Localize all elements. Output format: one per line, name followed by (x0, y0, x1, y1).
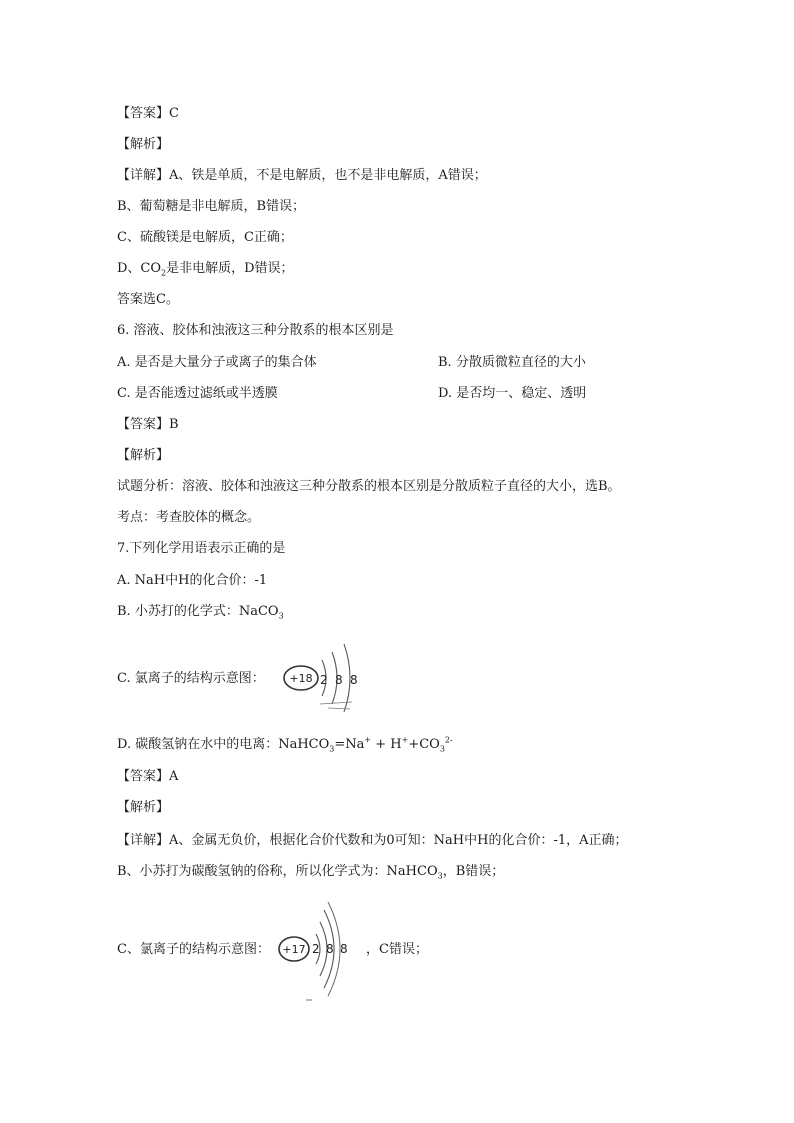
q6-stem: 6. 溶液、胶体和浊液这三种分散系的根本区别是 (117, 323, 394, 338)
q5-detail-c: C、硫酸镁是电解质，C正确； (117, 230, 293, 245)
q5-answer: 【答案】C (117, 106, 179, 121)
q7-answer: 【答案】A (117, 769, 179, 784)
q7-detail-a: 【详解】A、金属无负价，根据化合价代数和为0可知：NaH中H的化合价：-1，A正确； (117, 833, 628, 848)
q7-stem: 7.下列化学用语表示正确的是 (117, 541, 286, 556)
q6-answer: 【答案】B (117, 417, 179, 432)
q7-detail-c-result: ，C错误； (366, 942, 428, 957)
q7-option-c: C. 氯离子的结构示意图： (117, 671, 265, 686)
shell-electrons-2: 8 (335, 673, 343, 687)
nucleus-charge: +18 (289, 672, 313, 685)
shell-electrons-2: 8 (326, 942, 334, 956)
chloride-ion-diagram-explanation (276, 900, 366, 1006)
q6-option-d: D. 是否均一、稳定、透明 (438, 386, 587, 401)
q7-option-a: A. NaH中H的化合价：-1 (117, 573, 268, 588)
shell-electrons-3: 8 (340, 942, 348, 956)
q5-detail-d: D、$CO_2$是非电解质，D错误； (117, 261, 294, 278)
q7-option-d: D. 碳酸氢钠在水中的电离：NaHCO$_3$=Na+ + $H^++CO_3^{2-}$ (117, 735, 453, 754)
q6-analysis-heading: 【解析】 (117, 448, 170, 463)
q6-option-b: B. 分散质微粒直径的大小 (438, 355, 586, 370)
q5-detail-a: 【详解】A、铁是单质，不是电解质，也不是非电解质，A错误； (117, 168, 487, 183)
q7-detail-b: B、小苏打为碳酸氢钠的俗称，所以化学式为：NaHCO$_3$，B错误； (117, 864, 505, 881)
shell-electrons-1: 2 (312, 942, 320, 956)
shell-electrons-3: 8 (350, 673, 358, 687)
q7-option-b: B. 小苏打的化学式：NaCO$_3$ (117, 604, 284, 621)
q6-knowledge-point: 考点：考查胶体的概念。 (117, 510, 261, 525)
q6-analysis: 试题分析：溶液、胶体和浊液这三种分散系的根本区别是分散质粒子直径的大小，选B。 (117, 479, 621, 494)
nucleus-charge: +17 (282, 943, 306, 956)
q5-analysis-heading: 【解析】 (117, 137, 170, 152)
q5-detail-b: B、葡萄糖是非电解质，B错误； (117, 199, 306, 214)
chloride-ion-diagram-option-c (280, 636, 370, 718)
shell-electrons-1: 2 (320, 673, 328, 687)
q6-option-c: C. 是否能透过滤纸或半透膜 (117, 386, 278, 401)
q5-conclusion: 答案选C。 (117, 292, 179, 307)
q7-analysis-heading: 【解析】 (117, 800, 170, 815)
q7-detail-c-label: C、氯离子的结构示意图： (117, 942, 270, 957)
q6-option-a: A. 是否是大量分子或离子的集合体 (117, 355, 317, 370)
